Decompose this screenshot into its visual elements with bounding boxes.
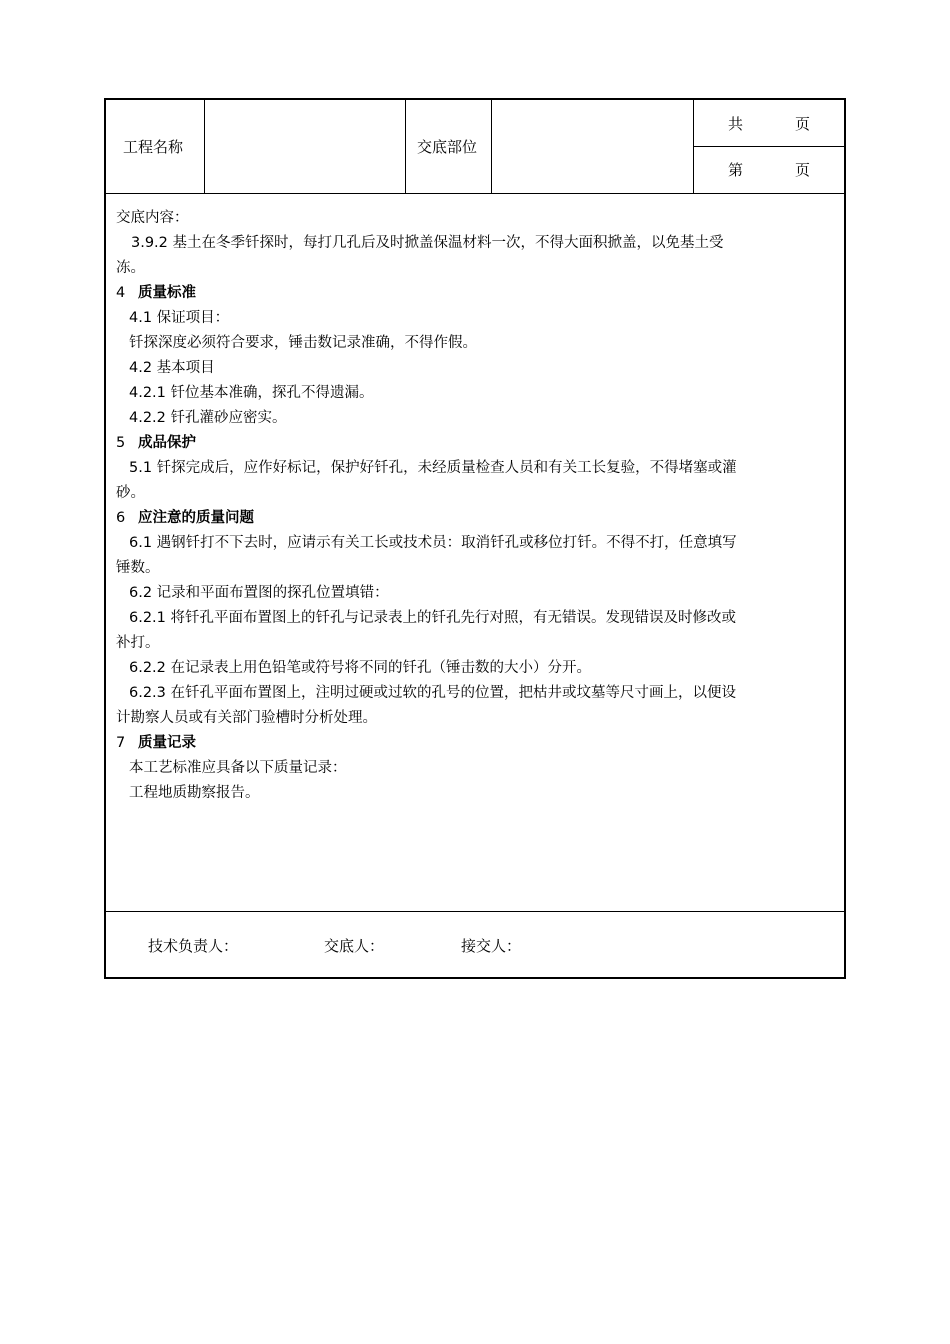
- section-title: 质量标准: [138, 285, 196, 301]
- section-number: 4: [116, 285, 126, 301]
- footer-divider: [106, 911, 844, 912]
- section-heading: [116, 731, 838, 756]
- section-heading: [116, 431, 838, 456]
- section-number: 6: [116, 510, 126, 526]
- page-number-unit: 页: [795, 161, 811, 179]
- content-line: 本工艺标准应具备以下质量记录：: [129, 760, 347, 776]
- header-divider: [693, 146, 844, 147]
- content-intro-label: 交底内容：: [116, 210, 189, 226]
- content-line: 6.2 记录和平面布置图的探孔位置填错：: [129, 585, 389, 601]
- handover-part-field[interactable]: [492, 100, 693, 193]
- section-number: 5: [116, 435, 126, 451]
- project-name-label: 工程名称: [123, 138, 184, 156]
- section-heading: [116, 506, 838, 531]
- content-line: 3.9.2 基土在冬季钎探时，每打几孔后及时掀盖保温材料一次，不得大面积掀盖，以免基土受: [131, 235, 724, 251]
- content-line: 钎探深度必须符合要求，锤击数记录准确，不得作假。: [129, 335, 477, 351]
- content-line: 4.1 保证项目：: [129, 310, 230, 326]
- content-line: 补打。: [116, 635, 160, 651]
- form-header: [106, 100, 844, 194]
- tech-lead-signature-label: 技术负责人：: [148, 937, 239, 955]
- content-line: 5.1 钎探完成后，应作好标记，保护好钎孔，未经质量检查人员和有关工长复验，不得堵塞或灌: [129, 460, 737, 476]
- section-title: 成品保护: [138, 435, 196, 451]
- total-pages-unit: 页: [795, 115, 811, 133]
- content-line: 6.1 遇钢钎打不下去时，应请示有关工长或技术员：取消钎孔或移位打钎。不得不打，任意填写: [129, 535, 737, 551]
- content-line: 4.2.1 钎位基本准确，探孔不得遗漏。: [129, 385, 374, 401]
- content-line: 6.2.3 在钎孔平面布置图上，注明过硬或过软的孔号的位置，把枯井或坟墓等尺寸画上，以便设: [129, 685, 736, 701]
- disclosure-content: [116, 206, 838, 806]
- handover-part-label: 交底部位: [417, 138, 478, 156]
- discloser-signature-label: 交底人：: [324, 937, 385, 955]
- receiver-signature-label: 接交人：: [461, 937, 522, 955]
- page-number-label: 第: [728, 161, 744, 179]
- total-pages-label: 共: [728, 115, 744, 133]
- content-lines: [116, 231, 838, 806]
- section-title: 质量记录: [138, 735, 196, 751]
- content-line: 4.2.2 钎孔灌砂应密实。: [129, 410, 287, 426]
- content-line: 砂。: [116, 485, 145, 501]
- content-line: 6.2.2 在记录表上用色铅笔或符号将不同的钎孔（锤击数的大小）分开。: [129, 660, 592, 676]
- section-heading: [116, 281, 838, 306]
- project-name-field[interactable]: [205, 100, 405, 193]
- content-line: 6.2.1 将钎孔平面布置图上的钎孔与记录表上的钎孔先行对照，有无错误。发现错误及时修改或: [129, 610, 736, 626]
- content-line: 工程地质勘察报告。: [129, 785, 260, 801]
- content-line: 计勘察人员或有关部门验槽时分析处理。: [116, 710, 377, 726]
- disclosure-form: [104, 98, 846, 979]
- header-divider: [405, 100, 406, 193]
- content-line: 4.2 基本项目: [129, 360, 215, 376]
- section-title: 应注意的质量问题: [138, 510, 254, 526]
- content-line: 冻。: [116, 260, 145, 276]
- section-number: 7: [116, 735, 126, 751]
- content-line: 锤数。: [116, 560, 160, 576]
